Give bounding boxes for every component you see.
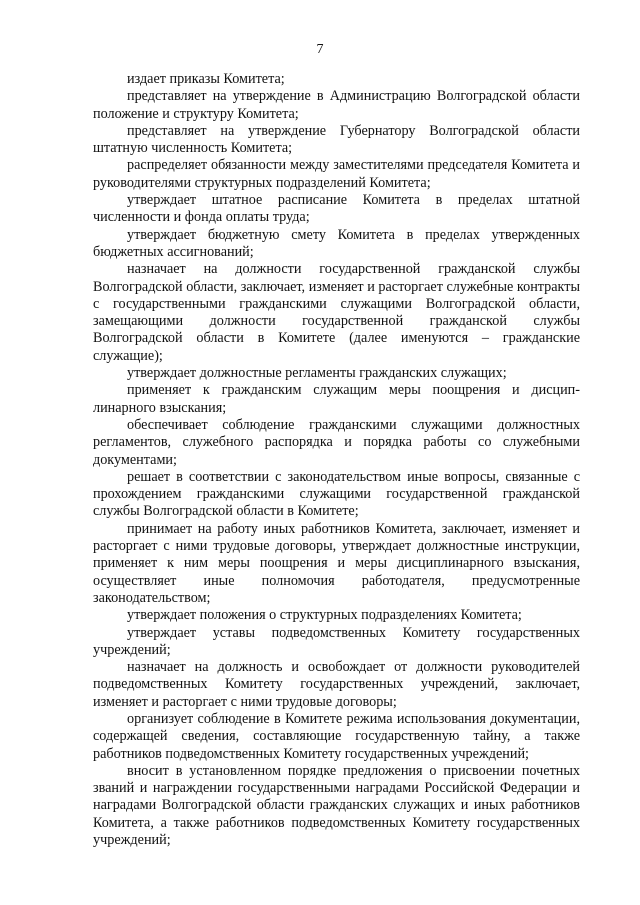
paragraph: утверждает штатное расписание Комитета в пределах штатной численности и фонда оплаты труда; <box>93 192 580 226</box>
paragraph: представляет на утверждение Губернатору Волгоградской области штатную численность Комитета; <box>93 122 580 157</box>
paragraph: распределяет обязанности между заместителями председателя Комитета и руководителями структурных подразделений Комитета; <box>93 157 580 191</box>
paragraph: назначает на должность и освобождает от должности руководителей подведомственных Комитету государственных учреждений, заключает, изменяет и расторгает с ними трудовые договоры; <box>93 659 580 710</box>
paragraph: утверждает уставы подведомственных Комитету государственных учреждений; <box>93 624 580 658</box>
paragraph: представляет на утверждение в Администрацию Волгоградской области положение и структуру Комитета; <box>93 88 580 122</box>
paragraph: организует соблюдение в Комитете режима использования документации, содержащей сведения, составляющие государственную тайну, а также работников подведомственных Комитету государственных учреждений; <box>93 710 580 762</box>
paragraph: назначает на должности государственной гражданской службы Волгоградской области, заключает, изменяет и расторгает служебные контракты с государственными гражданскими служащими Волгоградской области, замещающими должности государственной гражданской службы Волгоградской области в Комитете (далее именуются – гражданские служащие); <box>93 261 580 364</box>
paragraph: утверждает положения о структурных подразделениях Комитета; <box>127 607 522 624</box>
paragraph: обеспечивает соблюдение гражданскими служащими должностных регламентов, служебного распорядка и порядка работы со служебными документами; <box>93 416 580 468</box>
paragraph: утверждает бюджетную смету Комитета в пределах утвержденных бюджетных ассигнований; <box>93 226 580 260</box>
paragraph: издает приказы Комитета; <box>127 71 285 87</box>
paragraph: вносит в установленном порядке предложения о присвоении почетных званий и награждении государственными наградами Российской Федерации и наградами Волгоградской области гражданских служащих и иных работников Комитета, а также работников подведомственных Комитету государственных учреждений; <box>93 762 580 849</box>
document-body <box>93 71 580 849</box>
paragraph: применяет к гражданским служащим меры поощрения и дисцип-линарного взыскания; <box>93 382 580 416</box>
page-number: 7 <box>316 42 324 57</box>
paragraph: утверждает должностные регламенты гражданских служащих; <box>127 365 507 382</box>
paragraph: принимает на работу иных работников Комитета, заключает, изменяет и расторгает с ними трудовые договоры, утверждает должностные инструкции, применяет к ним меры поощрения и меры дисциплинарного взыскания, осуществляет иные полномочия работодателя, предусмотренные законодательством; <box>93 520 580 606</box>
paragraph: решает в соответствии с законодательством иные вопросы, связанные с прохождением гражданскими служащими государственной гражданской службы Волгоградской области в Комитете; <box>93 468 580 520</box>
